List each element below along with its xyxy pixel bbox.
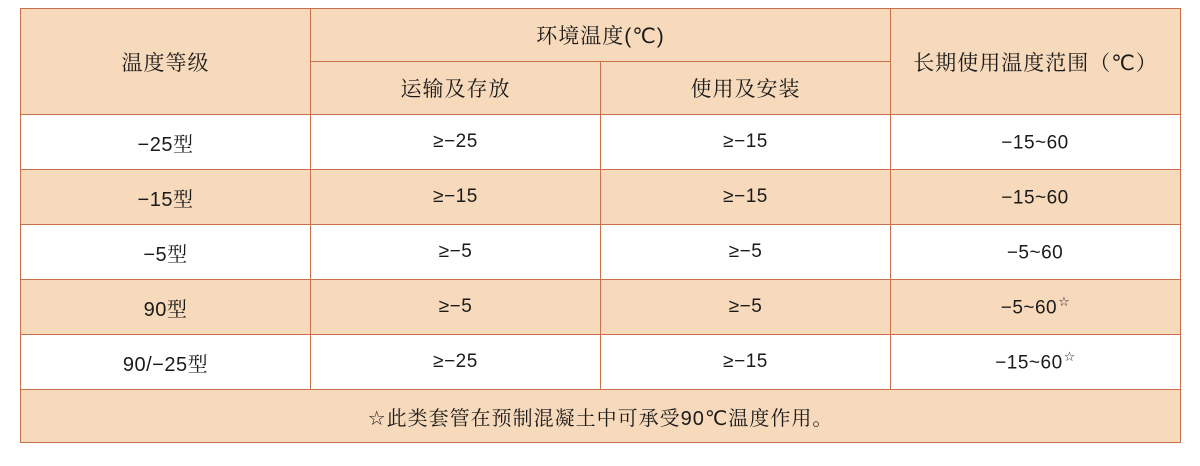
cell-level: −15型 <box>21 170 311 225</box>
table-row <box>21 115 1181 170</box>
footnote-star-icon: ☆ <box>1058 294 1071 310</box>
temperature-grade-table-container <box>20 8 1180 443</box>
cell-longterm <box>891 115 1181 170</box>
cell-level: −5型 <box>21 225 311 280</box>
cell-level: −25型 <box>21 115 311 170</box>
cell-use: ≥−5 <box>601 225 891 280</box>
cell-longterm <box>891 280 1181 335</box>
header-longterm-range: 长期使用温度范围（℃） <box>891 9 1181 115</box>
cell-transport: ≥−25 <box>311 115 601 170</box>
cell-transport: ≥−5 <box>311 225 601 280</box>
cell-longterm-value: −5~60 <box>1000 297 1058 319</box>
cell-longterm-value: −15~60 <box>995 352 1063 374</box>
temperature-grade-table <box>20 8 1181 443</box>
table-footnote-row <box>21 390 1181 443</box>
cell-use: ≥−15 <box>601 170 891 225</box>
table-row <box>21 170 1181 225</box>
cell-transport: ≥−25 <box>311 335 601 390</box>
table-header-row-1 <box>21 9 1181 62</box>
cell-longterm-value: −15~60 <box>1001 132 1069 154</box>
table-footnote: ☆此类套管在预制混凝土中可承受90℃温度作用。 <box>21 390 1181 443</box>
footnote-star-icon: ☆ <box>1063 349 1076 365</box>
cell-use: ≥−5 <box>601 280 891 335</box>
cell-longterm <box>891 225 1181 280</box>
cell-use: ≥−15 <box>601 115 891 170</box>
cell-use: ≥−15 <box>601 335 891 390</box>
cell-level: 90/−25型 <box>21 335 311 390</box>
table-row <box>21 335 1181 390</box>
header-ambient-temperature: 环境温度(℃) <box>311 9 891 62</box>
cell-longterm <box>891 335 1181 390</box>
table-row <box>21 280 1181 335</box>
table-row <box>21 225 1181 280</box>
header-temperature-level: 温度等级 <box>21 9 311 115</box>
cell-longterm-value: −5~60 <box>1006 242 1064 264</box>
cell-longterm-value: −15~60 <box>1001 187 1069 209</box>
header-transport-storage: 运输及存放 <box>311 62 601 115</box>
cell-longterm <box>891 170 1181 225</box>
header-use-install: 使用及安装 <box>601 62 891 115</box>
cell-transport: ≥−15 <box>311 170 601 225</box>
cell-transport: ≥−5 <box>311 280 601 335</box>
cell-level: 90型 <box>21 280 311 335</box>
